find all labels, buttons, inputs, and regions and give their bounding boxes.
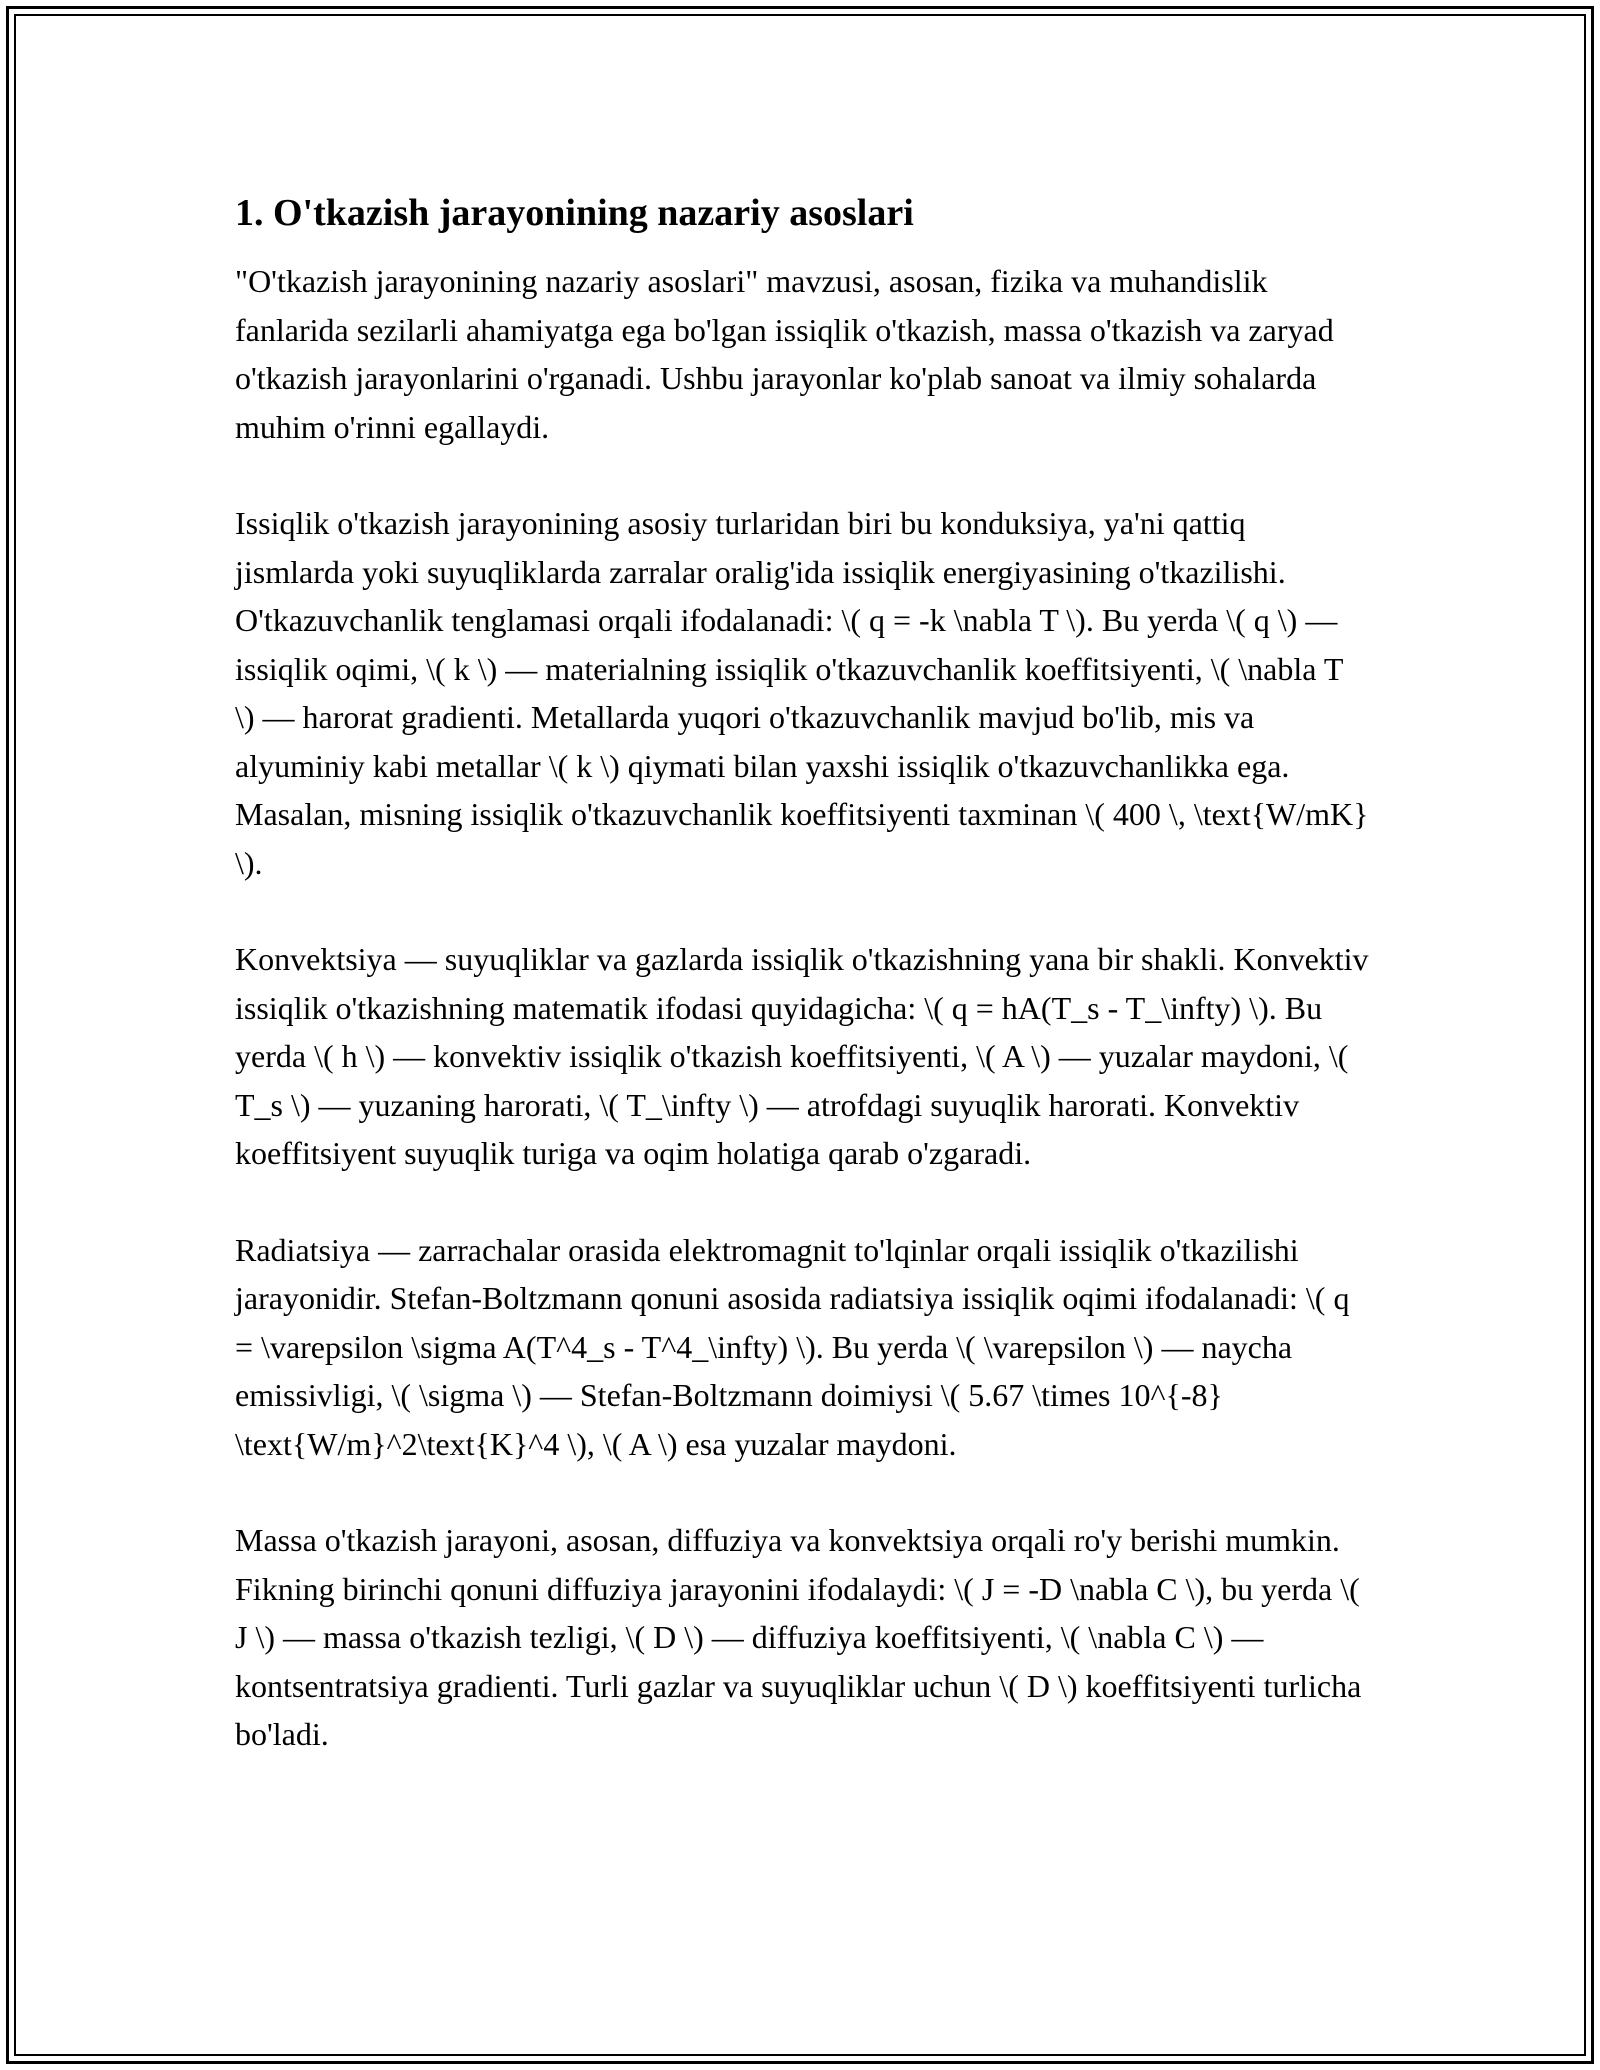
paragraph-radiation: Radiatsiya — zarrachalar orasida elektromagnit to'lqinlar orqali issiqlik o'tkazilishi jarayonidir. Stefan-Boltzmann qonuni asosida radiatsiya issiqlik oqimi ifodalanadi: \( q = \varepsilon \sigma A(T^4_s - T^4_\infty) \). Bu yerda \( \varepsilon \) — naycha emissivligi, \( \sigma \) — Stefan-Boltzmann doimiysi \( 5.67 \times 10^{-8} \text{W/m}^2\text{K}^4 \), \( A \) esa yuzalar maydoni. [235, 1231, 1350, 1462]
paragraph-convection: Konvektsiya — suyuqliklar va gazlarda issiqlik o'tkazishning yana bir shakli. Konvektiv issiqlik o'tkazishning matematik ifodasi quyidagicha: \( q = hA(T_s - T_\infty) \). Bu yerda \( h \) — konvektiv issiqlik o'tkazish koeffitsiyenti, \( A \) — yuzalar maydoni, \( T_s \) — yuzaning harorati, \( T_\infty \) — atrofdagi suyuqlik harorati. Konvektiv koeffitsiyent suyuqlik turiga va oqim holatiga qarab o'zgaradi. [235, 941, 1369, 1171]
paragraph-intro: "O'tkazish jarayonining nazariy asoslari" mavzusi, asosan, fizika va muhandislik fanlarida sezilarli ahamiyatga ega bo'lgan issiqlik o'tkazish, massa o'tkazish va zaryad o'tkazish jarayonlarini o'rganadi. Ushbu jarayonlar ko'plab sanoat va ilmiy sohalarda muhim o'rinni egallaydi. [235, 263, 1334, 445]
section-heading: 1. O'tkazish jarayonining nazariy asoslari [235, 192, 914, 234]
document-body [235, 185, 1370, 1807]
paragraph-conduction: Issiqlik o'tkazish jarayonining asosiy turlaridan biri bu konduksiya, ya'ni qattiq jismlarda yoki suyuqliklarda zarralar oralig'ida issiqlik energiyasining o'tkazilishi. O'tkazuvchanlik tenglamasi orqali ifodalanadi: \( q = -k \nabla T \). Bu yerda \( q \) — issiqlik oqimi, \( k \) — materialning issiqlik o'tkazuvchanlik koeffitsiyenti, \( \nabla T \) — harorat gradienti. Metallarda yuqori o'tkazuvchanlik mavjud bo'lib, mis va alyuminiy kabi metallar \( k \) qiymati bilan yaxshi issiqlik o'tkazuvchanlikka ega. Masalan, misning issiqlik o'tkazuvchanlik koeffitsiyenti taxminan \( 400 \, \text{W/mK} \). [235, 505, 1369, 881]
paragraph-mass-transfer: Massa o'tkazish jarayoni, asosan, diffuziya va konvektsiya orqali ro'y berishi mumkin. Fikning birinchi qonuni diffuziya jarayonini ifodalaydi: \( J = -D \nabla C \), bu yerda \( J \) — massa o'tkazish tezligi, \( D \) — diffuziya koeffitsiyenti, \( \nabla C \) — kontsentratsiya gradienti. Turli gazlar va suyuqliklar uchun \( D \) koeffitsiyenti turlicha bo'ladi. [235, 1522, 1362, 1752]
